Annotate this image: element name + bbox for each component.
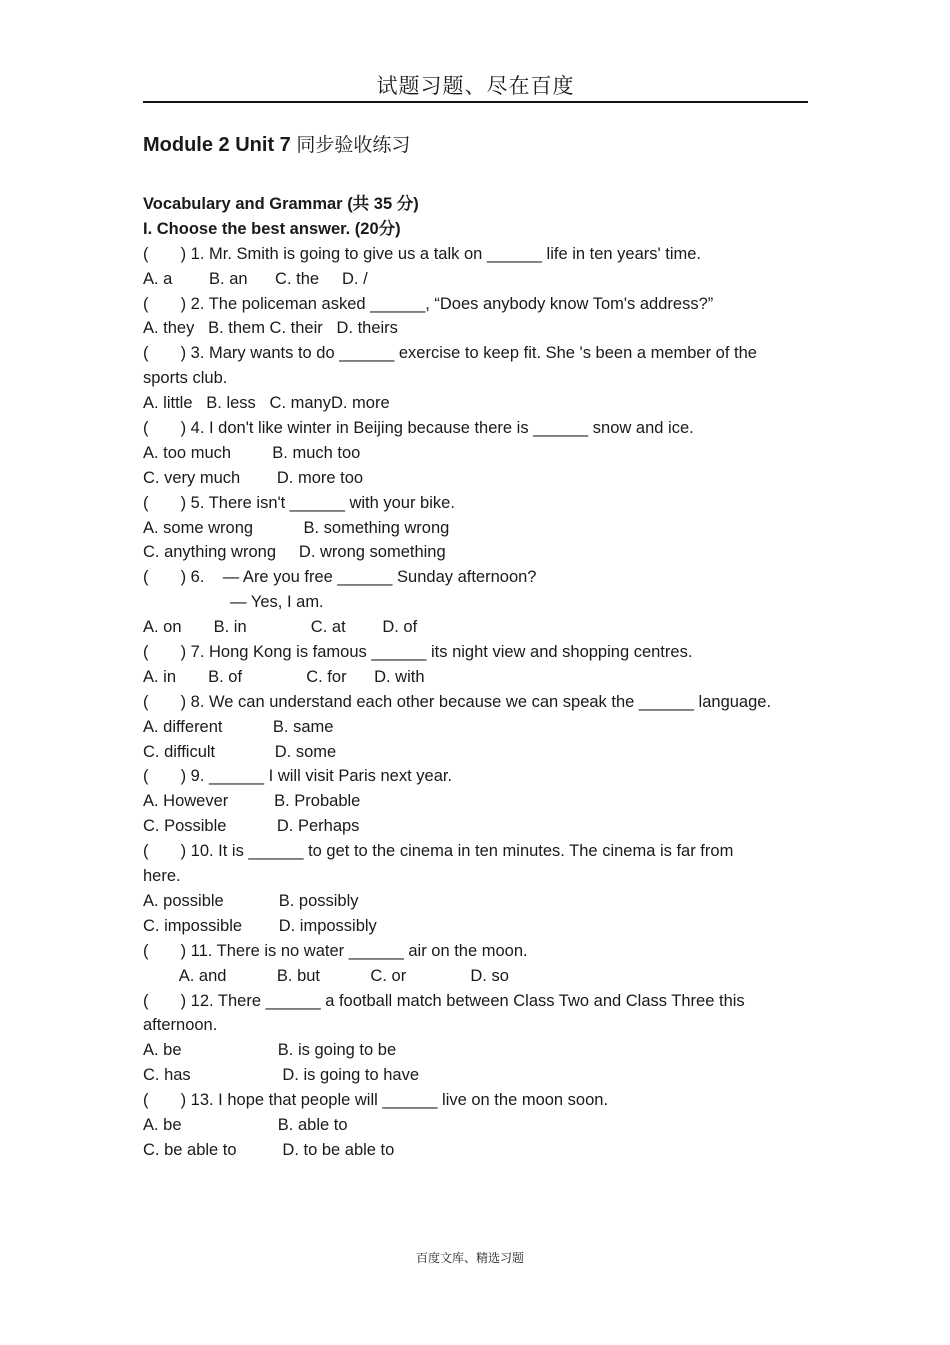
page-header: 试题习题、尽在百度 bbox=[376, 74, 575, 98]
text-line: ( ) 9. ______ I will visit Paris next year. bbox=[143, 767, 453, 786]
text-line: ( ) 12. There ______ a football match between Class Two and Class Three this bbox=[143, 991, 745, 1010]
text-line: A. little B. less C. manyD. more bbox=[143, 394, 390, 413]
title-en: Module 2 Unit 7 bbox=[143, 134, 297, 156]
header-rule bbox=[143, 101, 808, 103]
question-list bbox=[143, 242, 843, 1163]
text-line: here. bbox=[143, 867, 181, 886]
text-line: A. However B. Probable bbox=[143, 792, 361, 811]
text-line: ( ) 11. There is no water ______ air on the moon. bbox=[143, 941, 528, 960]
document-title bbox=[143, 130, 410, 157]
text-line: — Yes, I am. bbox=[143, 593, 324, 612]
text-line: sports club. bbox=[143, 369, 228, 388]
text-line: ( ) 1. Mr. Smith is going to give us a talk on ______ life in ten years' time. bbox=[143, 244, 701, 263]
section-heading: Vocabulary and Grammar (共 35 分) bbox=[143, 195, 419, 213]
text-line: C. impossible D. impossibly bbox=[143, 916, 377, 935]
text-line: A. too much B. much too bbox=[143, 443, 361, 462]
part-heading: I. Choose the best answer. (20分) bbox=[143, 219, 401, 238]
text-line: ( ) 2. The policeman asked ______, “Does anybody know Tom's address?” bbox=[143, 294, 714, 313]
text-line: A. be B. able to bbox=[143, 1115, 348, 1134]
text-line: C. has D. is going to have bbox=[143, 1066, 420, 1085]
text-line: afternoon. bbox=[143, 1016, 218, 1035]
text-line: ( ) 4. I don't like winter in Beijing because there is ______ snow and ice. bbox=[143, 419, 694, 438]
text-line: C. very much D. more too bbox=[143, 468, 364, 487]
text-line: C. difficult D. some bbox=[143, 742, 337, 761]
text-line: C. be able to D. to be able to bbox=[143, 1140, 395, 1159]
text-line: A. be B. is going to be bbox=[143, 1041, 397, 1060]
text-line: ( ) 6. — Are you free ______ Sunday afternoon? bbox=[143, 568, 537, 587]
text-line: A. and B. but C. or D. so bbox=[143, 966, 509, 985]
text-line: A. some wrong B. something wrong bbox=[143, 518, 450, 537]
text-line: A. they B. them C. their D. theirs bbox=[143, 319, 398, 338]
text-line: A. possible B. possibly bbox=[143, 891, 359, 910]
page-footer: 百度文库、精选习题 bbox=[415, 1251, 524, 1265]
text-line: ( ) 3. Mary wants to do ______ exercise to keep fit. She 's been a member of the bbox=[143, 344, 757, 363]
text-line: C. anything wrong D. wrong something bbox=[143, 543, 446, 562]
text-line: A. in B. of C. for D. with bbox=[143, 667, 425, 686]
text-line: ( ) 10. It is ______ to get to the cinema in ten minutes. The cinema is far from bbox=[143, 842, 734, 861]
title-cn: 同步验收练习 bbox=[296, 134, 411, 156]
text-line: ( ) 8. We can understand each other because we can speak the ______ language. bbox=[143, 692, 772, 711]
text-line: ( ) 13. I hope that people will ______ live on the moon soon. bbox=[143, 1091, 609, 1110]
text-line: C. Possible D. Perhaps bbox=[143, 817, 360, 836]
text-line: A. on B. in C. at D. of bbox=[143, 618, 418, 637]
text-line: A. different B. same bbox=[143, 717, 334, 736]
text-line: ( ) 5. There isn't ______ with your bike. bbox=[143, 493, 455, 512]
document-body bbox=[143, 192, 843, 1163]
text-line: A. a B. an C. the D. / bbox=[143, 269, 368, 288]
text-line: ( ) 7. Hong Kong is famous ______ its night view and shopping centres. bbox=[143, 643, 693, 662]
